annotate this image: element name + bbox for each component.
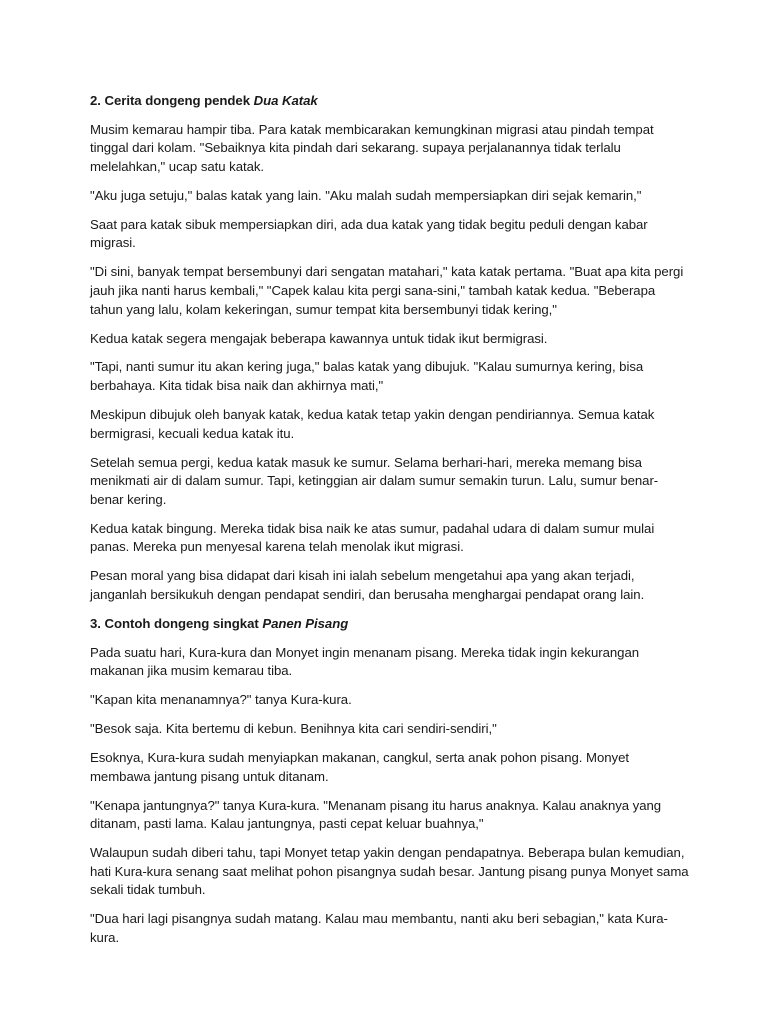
heading-prefix: 3. Contoh dongeng singkat: [90, 615, 263, 631]
section-heading: [90, 92, 690, 111]
paragraph: Kedua katak bingung. Mereka tidak bisa naik ke atas sumur, padahal udara di dalam sumur mulai panas. Mereka pun menyesal karena telah menolak ikut migrasi.: [90, 520, 655, 555]
paragraph: "Kapan kita menanamnya?" tanya Kura-kura.: [90, 692, 352, 708]
paragraph: "Di sini, banyak tempat bersembunyi dari sengatan matahari," kata katak pertama. "Buat apa kita pergi jauh jika nanti harus kembali," "Capek kalau kita pergi sana-sini," tambah katak kedua. "Beberapa tahun yang lalu, kolam kekeringan, sumur tempat kita bersembunyi tidak kering,": [90, 264, 684, 317]
paragraph: "Tapi, nanti sumur itu akan kering juga," balas katak yang dibujuk. "Kalau sumurnya kering, bisa berbahaya. Kita tidak bisa naik dan akhirnya mati,": [90, 359, 644, 394]
heading-prefix: 2. Cerita dongeng pendek: [90, 93, 254, 108]
heading-title: Dua Katak: [253, 93, 318, 108]
paragraph: Meskipun dibujuk oleh banyak katak, kedua katak tetap yakin dengan pendiriannya. Semua katak bermigrasi, kecuali kedua katak itu.: [90, 407, 655, 441]
story-section-panen-pisang: [90, 615, 690, 948]
paragraph: Kedua katak segera mengajak beberapa kawannya untuk tidak ikut bermigrasi.: [90, 330, 548, 346]
section-heading: [90, 615, 690, 634]
paragraph: Saat para katak sibuk mempersiapkan diri, ada dua katak yang tidak begitu peduli dengan kabar migrasi.: [90, 216, 648, 251]
paragraph: "Kenapa jantungnya?" tanya Kura-kura. "Menanam pisang itu harus anaknya. Kalau anaknya yang ditanam, pasti lama. Kalau jantungnya, pasti cepat keluar buahnya,": [90, 797, 662, 832]
paragraph: Esoknya, Kura-kura sudah menyiapkan makanan, cangkul, serta anak pohon pisang. Monyet membawa jantung pisang untuk ditanam.: [90, 750, 629, 784]
heading-title: Panen Pisang: [262, 615, 349, 631]
paragraph: Setelah semua pergi, kedua katak masuk ke sumur. Selama berhari-hari, mereka memang bisa menikmati air di dalam sumur. Tapi, ketinggian air dalam sumur semakin turun. Lalu, sumur benar-benar kering.: [90, 454, 659, 507]
paragraph: Pada suatu hari, Kura-kura dan Monyet ingin menanam pisang. Mereka tidak ingin kekurangan makanan jika musim kemarau tiba.: [90, 644, 640, 679]
paragraph: "Besok saja. Kita bertemu di kebun. Benihnya kita cari sendiri-sendiri,": [90, 721, 497, 737]
story-section-dua-katak: [90, 92, 690, 605]
paragraph: "Dua hari lagi pisangnya sudah matang. Kalau mau membantu, nanti aku beri sebagian," kata Kura-kura.: [90, 911, 668, 946]
paragraph: Musim kemarau hampir tiba. Para katak membicarakan kemungkinan migrasi atau pindah tempat tinggal dari kolam. "Sebaiknya kita pindah dari sekarang. supaya perjalanannya tidak terlalu melelahkan," ucap satu katak.: [90, 121, 654, 174]
document-page: [90, 92, 690, 958]
paragraph: Walaupun sudah diberi tahu, tapi Monyet tetap yakin dengan pendapatnya. Beberapa bulan kemudian, hati Kura-kura senang saat melihat pohon pisangnya sudah besar. Jantung pisang punya Monyet sama sekali tidak tumbuh.: [90, 845, 689, 898]
paragraph: Pesan moral yang bisa didapat dari kisah ini ialah sebelum mengetahui apa yang akan terjadi, janganlah bersikukuh dengan pendapat sendiri, dan berusaha menghargai pendapat orang lain.: [90, 568, 645, 602]
paragraph: "Aku juga setuju," balas katak yang lain. "Aku malah sudah mempersiapkan diri sejak kemarin,": [90, 187, 642, 203]
